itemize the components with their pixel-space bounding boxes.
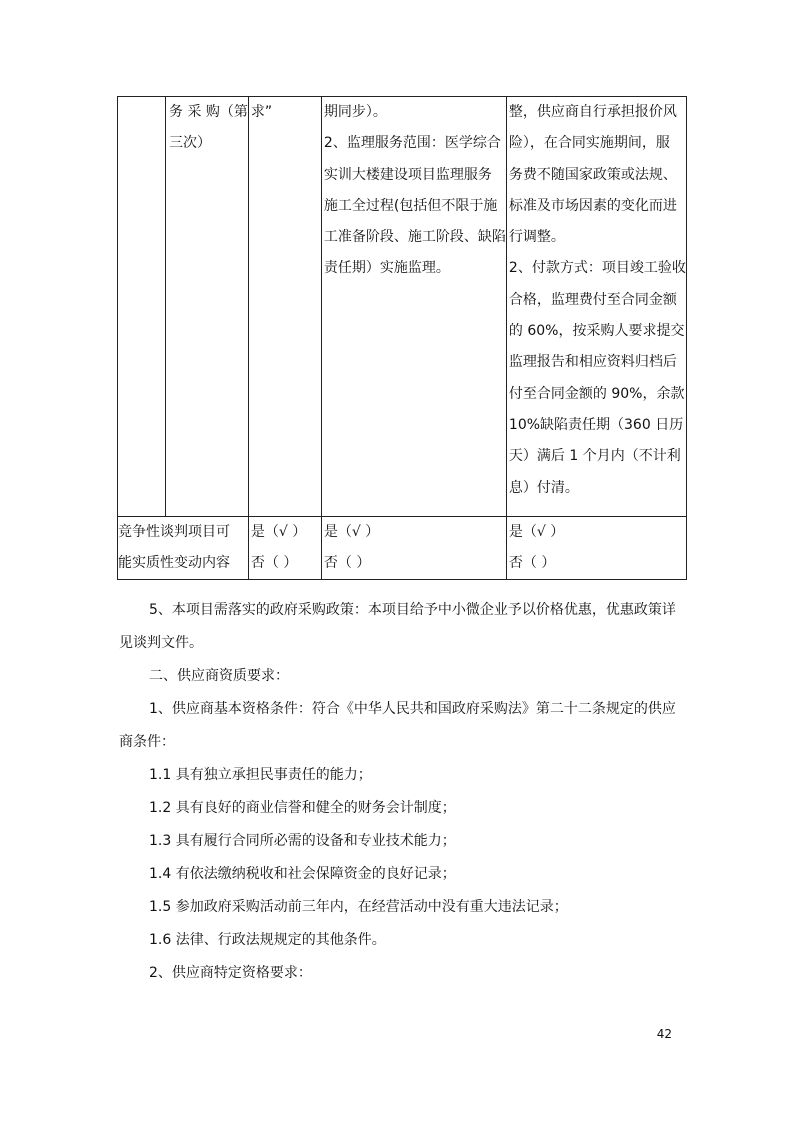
cell-line: 工准备阶段、施工阶段、缺陷 bbox=[323, 229, 506, 246]
paragraph: 5、本项目需落实的政府采购政策：本项目给予中小微企业予以价格优惠，优惠政策详 bbox=[149, 602, 676, 618]
cell-line: 责任期）实施监理。 bbox=[323, 260, 450, 277]
table-cell-yes-no bbox=[321, 517, 506, 580]
yes-option: 是（√ ） bbox=[508, 524, 565, 540]
yes-option: 是（√ ） bbox=[323, 524, 380, 540]
list-item: 1.4 有依法缴纳税收和社会保障资金的良好记录； bbox=[149, 866, 456, 882]
cell-line: 监理报告和相应资料归档后 bbox=[508, 354, 677, 371]
cell-line: 期同步）。 bbox=[323, 104, 387, 120]
cell-line: 整，供应商自行承担报价风 bbox=[508, 104, 677, 120]
cell-line: 标准及市场因素的变化而进 bbox=[508, 197, 677, 214]
table-cell-service-scope bbox=[321, 97, 506, 517]
table-cell-variation-label bbox=[118, 517, 249, 580]
paragraph: 2、供应商特定资格要求： bbox=[149, 965, 312, 981]
table-cell-yes-no bbox=[248, 517, 321, 580]
table-cell-project-name bbox=[166, 97, 249, 517]
table-cell-payment-terms bbox=[506, 97, 686, 517]
cell-line: 天）满后 1 个月内（不计利 bbox=[508, 448, 681, 465]
list-item: 1.6 法律、行政法规规定的其他条件。 bbox=[149, 932, 386, 948]
cell-line: 2、付款方式：项目竣工验收 bbox=[508, 260, 686, 277]
cell-line: 务 采 购（第 bbox=[169, 104, 248, 120]
section-heading: 二、供应商资质要求： bbox=[149, 668, 289, 684]
paragraph: 见谈判文件。 bbox=[119, 635, 203, 651]
cell-line: 实训大楼建设项目监理服务 bbox=[323, 166, 492, 183]
list-item: 1.1 具有独立承担民事责任的能力； bbox=[149, 767, 372, 783]
paragraph: 商条件： bbox=[119, 734, 175, 750]
cell-line: 务费不随国家政策或法规、 bbox=[508, 166, 677, 183]
yes-option: 是（√ ） bbox=[250, 524, 307, 540]
paragraph: 1、供应商基本资格条件：符合《中华人民共和国政府采购法》第二十二条规定的供应 bbox=[149, 701, 676, 717]
cell-line: 险），在合同实施期间，服 bbox=[508, 135, 670, 152]
cell-line: 三次） bbox=[169, 135, 211, 152]
cell-line: 竞争性谈判项目可 bbox=[118, 524, 230, 540]
cell-line: 息）付清。 bbox=[508, 479, 579, 496]
page-number: 42 bbox=[656, 1027, 672, 1041]
no-option: 否（ ） bbox=[250, 555, 298, 571]
no-option: 否（ ） bbox=[508, 555, 556, 571]
cell-line: 求” bbox=[250, 104, 273, 120]
cell-line: 行调整。 bbox=[508, 229, 565, 246]
no-option: 否（ ） bbox=[323, 555, 371, 571]
table-row bbox=[118, 97, 687, 517]
table-cell-requirement bbox=[248, 97, 321, 517]
table-cell-yes-no bbox=[506, 517, 686, 580]
list-item: 1.5 参加政府采购活动前三年内，在经营活动中没有重大违法记录； bbox=[149, 899, 568, 915]
cell-line: 施工全过程(包括但不限于施 bbox=[323, 197, 498, 214]
cell-line: 能实质性变动内容 bbox=[118, 555, 230, 571]
cell-line: 2、监理服务范围：医学综合 bbox=[323, 135, 501, 152]
table-row bbox=[118, 517, 687, 580]
list-item: 1.2 具有良好的商业信誉和健全的财务会计制度； bbox=[149, 800, 456, 816]
cell-line: 的 60%，按采购人要求提交 bbox=[508, 323, 685, 340]
cell-line: 10%缺陷责任期（360 日历 bbox=[508, 416, 684, 433]
requirements-table bbox=[117, 96, 687, 580]
cell-line: 付至合同金额的 90%，余款 bbox=[508, 385, 685, 402]
cell-line: 合格，监理费付至合同金额 bbox=[508, 291, 677, 308]
list-item: 1.3 具有履行合同所必需的设备和专业技术能力； bbox=[149, 833, 456, 849]
table-cell-empty bbox=[118, 97, 166, 517]
